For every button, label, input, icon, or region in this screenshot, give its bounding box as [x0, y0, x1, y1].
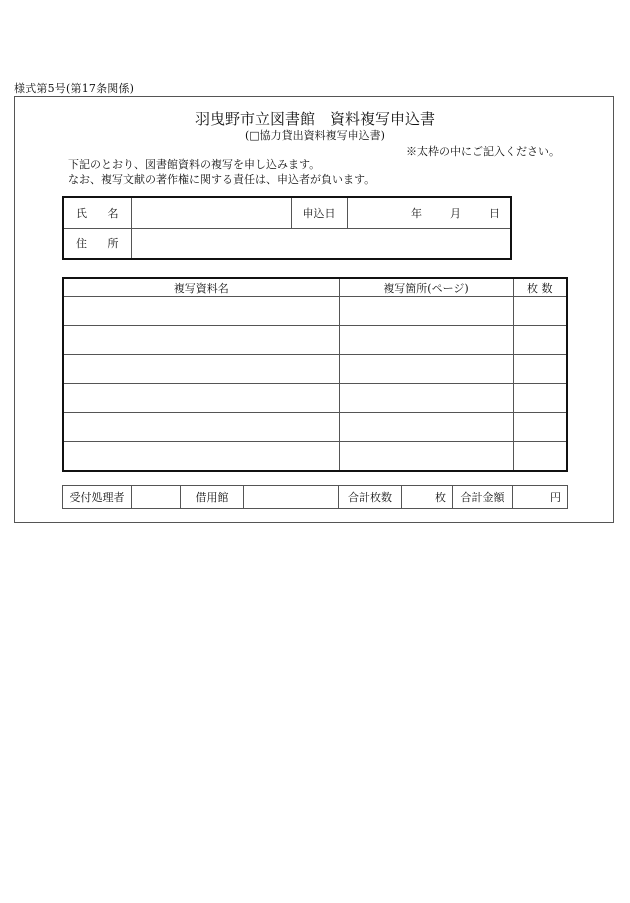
yen-unit: 円	[550, 491, 561, 504]
month-unit: 月	[450, 206, 461, 220]
application-date-field[interactable]	[347, 197, 511, 228]
column-header-sheet-count: 枚 数	[513, 278, 567, 297]
table-header-row	[63, 278, 567, 297]
form-title: 羽曳野市立図書館 資料複写申込書	[194, 110, 435, 128]
table-row	[63, 442, 567, 471]
intro-line: 下記のとおり、図書館資料の複写を申し込みます。	[68, 158, 321, 171]
applicant-table	[62, 196, 512, 260]
copy-pages-cell[interactable]	[339, 297, 513, 326]
total-amount-field[interactable]	[513, 486, 568, 509]
receiver-field[interactable]	[132, 486, 181, 509]
table-row	[63, 297, 567, 326]
table-row	[63, 384, 567, 413]
copy-pages-cell[interactable]	[339, 355, 513, 384]
instruction-note: ※太枠の中にご記入ください。	[406, 145, 560, 158]
year-unit: 年	[411, 206, 422, 220]
table-row	[63, 413, 567, 442]
intro-line: なお、複写文献の著作権に関する責任は、申込者が負います。	[68, 173, 376, 186]
address-field[interactable]	[131, 228, 511, 259]
total-sheets-label: 合計枚数	[339, 486, 402, 509]
address-label: 住 所	[63, 228, 131, 259]
material-name-cell[interactable]	[63, 297, 339, 326]
name-field[interactable]	[131, 197, 291, 228]
copy-items-table	[62, 277, 568, 472]
intro-text	[68, 157, 375, 187]
total-amount-label: 合計金額	[453, 486, 513, 509]
copy-pages-cell[interactable]	[339, 442, 513, 471]
total-sheets-field[interactable]	[402, 486, 453, 509]
form-subtitle: (□協力貸出資料複写申込書)	[245, 129, 385, 142]
sheets-unit: 枚	[435, 491, 446, 504]
application-date-label: 申込日	[291, 197, 347, 228]
processing-table	[62, 485, 568, 509]
day-unit: 日	[489, 206, 500, 220]
copy-pages-cell[interactable]	[339, 413, 513, 442]
form-number: 様式第5号(第17条関係)	[14, 82, 135, 95]
lending-library-label: 借用館	[181, 486, 244, 509]
column-header-material-name: 複写資料名	[63, 278, 339, 297]
material-name-cell[interactable]	[63, 384, 339, 413]
column-header-copy-pages: 複写箇所(ページ)	[339, 278, 513, 297]
material-name-cell[interactable]	[63, 326, 339, 355]
sheet-count-cell[interactable]	[513, 355, 567, 384]
name-label: 氏 名	[63, 197, 131, 228]
copy-pages-cell[interactable]	[339, 326, 513, 355]
material-name-cell[interactable]	[63, 442, 339, 471]
sheet-count-cell[interactable]	[513, 442, 567, 471]
sheet-count-cell[interactable]	[513, 297, 567, 326]
material-name-cell[interactable]	[63, 355, 339, 384]
sheet-count-cell[interactable]	[513, 326, 567, 355]
table-row	[63, 355, 567, 384]
copy-pages-cell[interactable]	[339, 384, 513, 413]
material-name-cell[interactable]	[63, 413, 339, 442]
table-row	[63, 326, 567, 355]
receiver-label: 受付処理者	[63, 486, 132, 509]
sheet-count-cell[interactable]	[513, 413, 567, 442]
sheet-count-cell[interactable]	[513, 384, 567, 413]
lending-library-field[interactable]	[244, 486, 339, 509]
